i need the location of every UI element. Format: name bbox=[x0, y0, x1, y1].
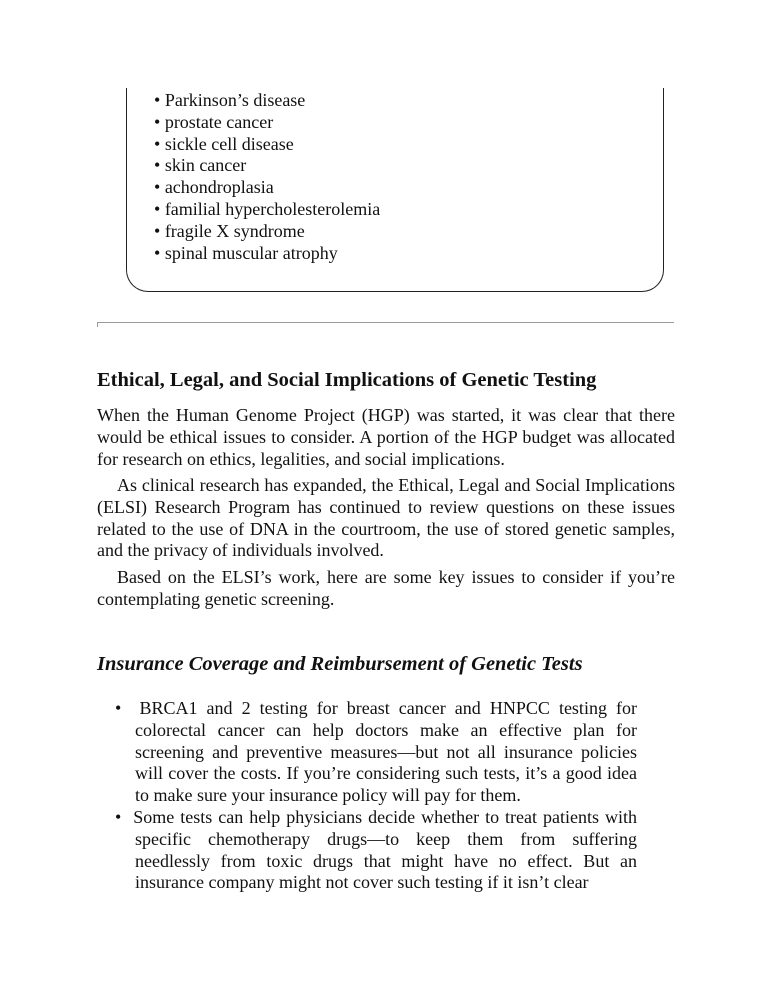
section-heading: Ethical, Legal, and Social Implications of Genetic Testing bbox=[97, 369, 597, 391]
list-item: • familial hypercholesterolemia bbox=[154, 199, 380, 221]
paragraph: As clinical research has expanded, the Ethical, Legal and Social Implications (ELSI) Research Program has continued to review questions on these issues related to the use of DNA in the courtroom, the use of stored genetic samples, and the privacy of individuals involved. bbox=[97, 475, 675, 561]
insurance-bullet-list bbox=[115, 698, 637, 894]
section-divider bbox=[97, 322, 674, 323]
paragraph: When the Human Genome Project (HGP) was started, it was clear that there would be ethical issues to consider. A portion of the HGP budget was allocated for research on ethics, legalities, and social implications. bbox=[97, 405, 675, 469]
list-item: • fragile X syndrome bbox=[154, 221, 380, 243]
list-item: • skin cancer bbox=[154, 155, 380, 177]
list-item: • BRCA1 and 2 testing for breast cancer and HNPCC testing for colorectal cancer can help doctors make an effective plan for screening and preventive measures—but not all insurance policies will cover the costs. If you’re considering such tests, it’s a good idea to make sure your insurance policy will pay for them. bbox=[115, 698, 637, 807]
list-item: • sickle cell disease bbox=[154, 134, 380, 156]
sidebar-disease-list bbox=[154, 90, 380, 264]
list-item: • spinal muscular atrophy bbox=[154, 243, 380, 265]
list-item: • achondroplasia bbox=[154, 177, 380, 199]
paragraph: Based on the ELSI’s work, here are some key issues to consider if you’re contemplating genetic screening. bbox=[97, 567, 675, 609]
section-divider-tick bbox=[97, 322, 98, 327]
list-item: • Some tests can help physicians decide whether to treat patients with specific chemotherapy drugs—to keep them from suffering needlessly from toxic drugs that might have no effect. But an insurance company might not cover such testing if it isn’t clear bbox=[115, 807, 637, 894]
subsection-heading: Insurance Coverage and Reimbursement of Genetic Tests bbox=[97, 653, 583, 675]
list-item: • prostate cancer bbox=[154, 112, 380, 134]
list-item: • Parkinson’s disease bbox=[154, 90, 380, 112]
